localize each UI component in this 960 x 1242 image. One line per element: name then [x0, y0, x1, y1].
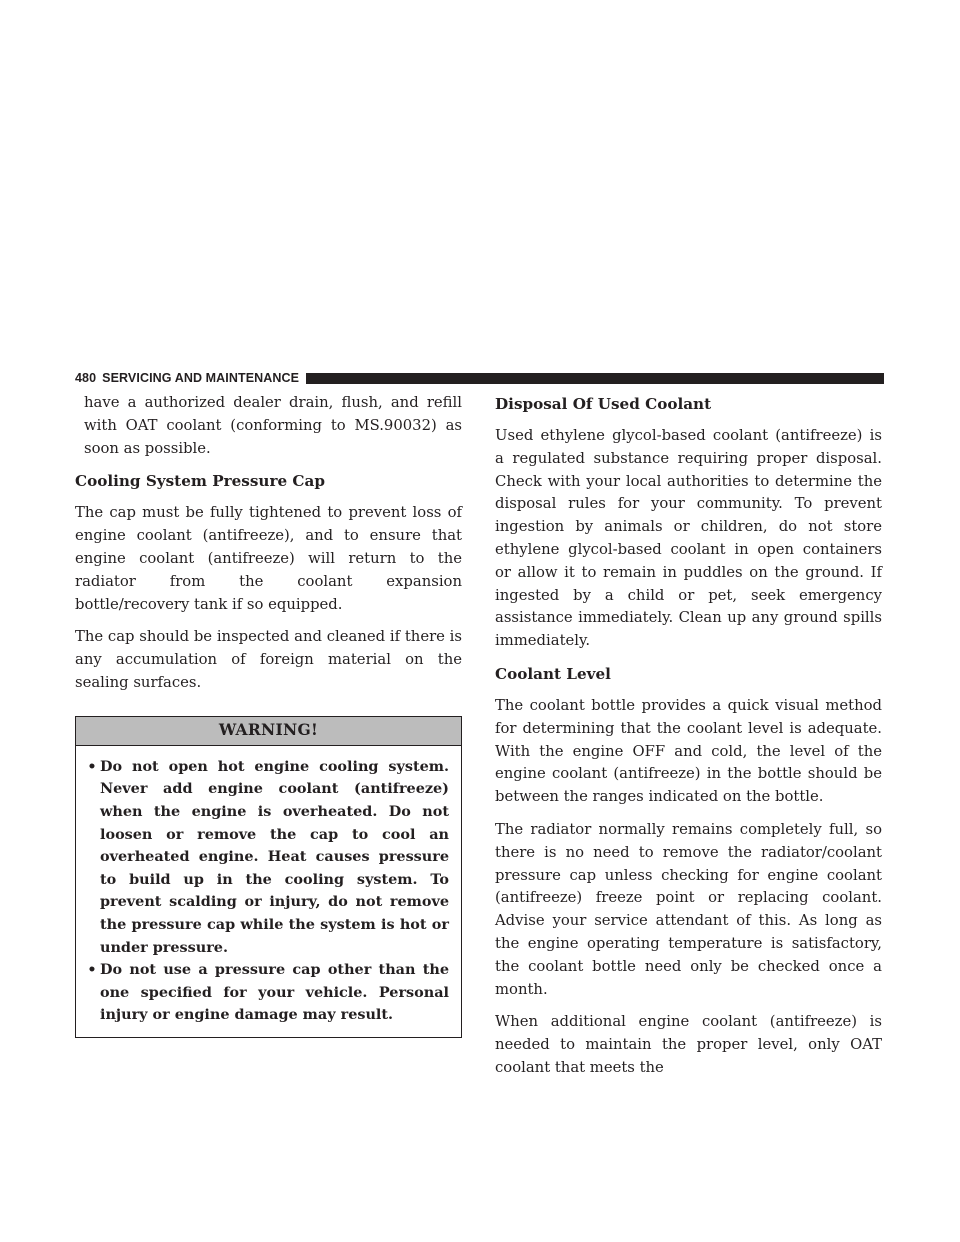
page-number: 480 [75, 371, 97, 385]
coolant-level-paragraph-1: The coolant bottle provides a quick visual method for determining that the coolant level is adequate. With the engine OFF and cold, the level of the engine coolant (antifreeze) in the bottle should be between the ranges indicated on the bottle. [495, 696, 882, 806]
warning-item-text: Do not use a pressure cap other than the one specified for your vehicle. Personal injury or engine damage may result. [100, 961, 449, 1024]
coolant-level-heading: Coolant Level [495, 664, 611, 683]
pressure-cap-heading: Cooling System Pressure Cap [75, 472, 325, 491]
warning-title: WARNING! [76, 717, 461, 746]
pressure-cap-paragraph-2: The cap should be inspected and cleaned if there is any accumulation of foreign material on the sealing surfaces. [75, 628, 462, 691]
coolant-level-paragraph-2: The radiator normally remains completely full, so there is no need to remove the radiator/coolant pressure cap unless checking for engine coolant (antifreeze) freeze point or replacing coolant. Advise your service attendant of this. As long as the engine operating temperature is satisfactory, the coolant bottle need only be checked once a month. [495, 820, 882, 998]
pressure-cap-paragraph-1: The cap must be fully tightened to prevent loss of engine coolant (antifreeze), and to ensure that engine coolant (antifreeze) will return to the radiator from the coolant expansion bottle/recovery tank if so equipped. [75, 504, 462, 613]
warning-item [84, 756, 449, 959]
warning-box [75, 716, 462, 1038]
coolant-level-paragraph-3: When additional engine coolant (antifreeze) is needed to maintain the proper level, only OAT coolant that meets the [495, 1013, 882, 1076]
disposal-heading: Disposal Of Used Coolant [495, 395, 712, 413]
bullet-icon: • [87, 757, 97, 775]
continued-paragraph: have a authorized dealer drain, flush, and refill with OAT coolant (conforming to MS.90032) as soon as possible. [84, 394, 462, 457]
header-rule [306, 373, 884, 384]
warning-item-text: Do not open hot engine cooling system. Never add engine coolant (antifreeze) when the engine is overheated. Do not loosen or remove the cap to cool an overheated engine. Heat causes pressure to build up in the cooling system. To prevent scalding or injury, do not remove the pressure cap while the system is hot or under pressure. [100, 757, 449, 956]
warning-body [76, 746, 461, 1037]
right-column [495, 392, 882, 1080]
warning-item [84, 959, 449, 1027]
left-column [75, 392, 462, 1038]
section-title: SERVICING AND MAINTENANCE [102, 371, 300, 385]
disposal-paragraph: Used ethylene glycol-based coolant (antifreeze) is a regulated substance requiring proper disposal. Check with your local authorities to determine the disposal rules for your community. To prevent ingestion by animals or children, do not store ethylene glycol-based coolant in open containers or allow it to remain in puddles on the ground. If ingested by a child or pet, seek emergency assistance immediately. Clean up any ground spills immediately. [495, 427, 882, 650]
page-header [75, 371, 884, 385]
bullet-icon: • [87, 961, 97, 979]
